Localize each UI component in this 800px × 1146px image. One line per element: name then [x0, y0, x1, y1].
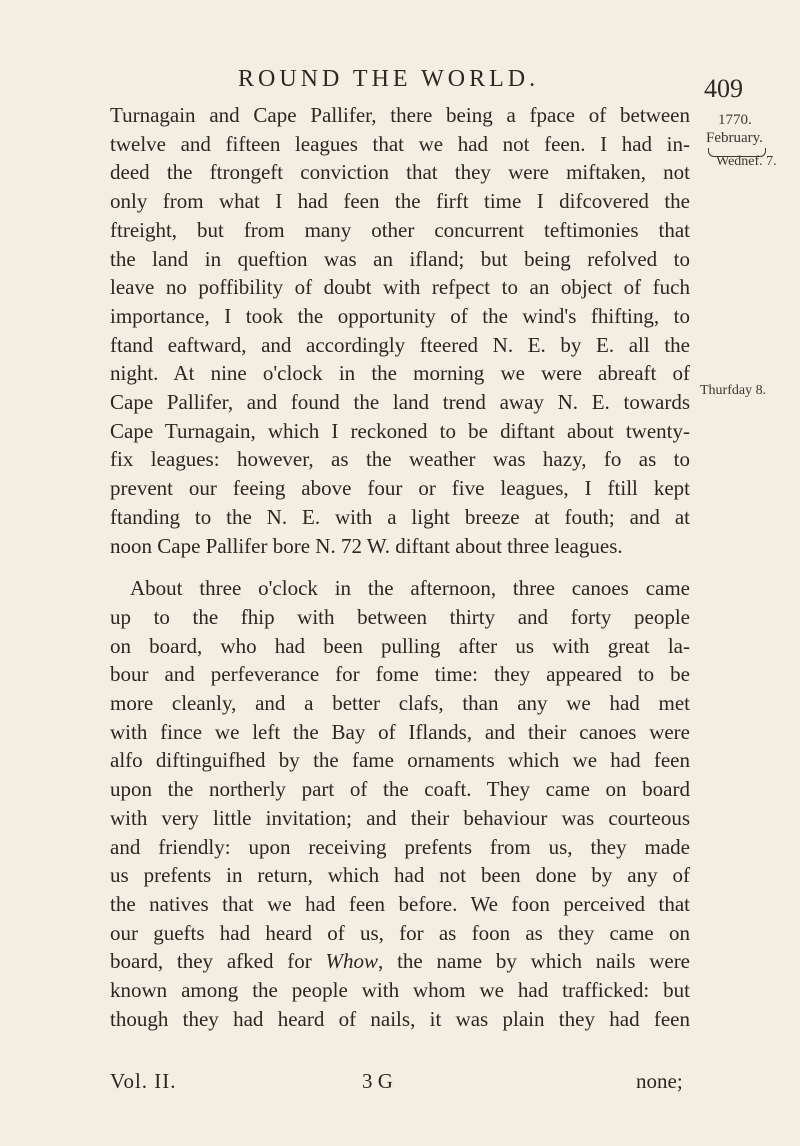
- text-line: us prefents in return, which had not been done by any of: [110, 863, 690, 888]
- margin-note-day-wednesday: Wednef. 7.: [716, 154, 777, 169]
- text-line: and friendly: upon receiving prefents from us, they made: [110, 834, 690, 859]
- text-line: bour and perfeverance for fome time: they appeared to be: [110, 662, 690, 687]
- text-line: the natives that we had feen before. We foon perceived that: [110, 891, 690, 916]
- text-line: on board, who had been pulling after us with great la-: [110, 633, 690, 658]
- text-line: night. At nine o'clock in the morning we were abreaft of: [110, 361, 690, 386]
- text-line: only from what I had feen the firft time I difcovered the: [110, 189, 690, 214]
- text-line: alfo diftinguifhed by the fame ornaments which we had feen: [110, 748, 690, 773]
- text-line: our guefts had heard of us, for as foon as they came on: [110, 920, 690, 945]
- text-line: importance, I took the opportunity of the wind's fhifting, to: [110, 303, 690, 328]
- text-line: with fince we left the Bay of Iflands, and their canoes were: [110, 719, 690, 744]
- text-line: ftanding to the N. E. with a light breeze at fouth; and at: [110, 504, 690, 529]
- text-line: known among the people with whom we had trafficked: but: [110, 978, 690, 1003]
- text-line-whow: board, they afked for Whow, the name by which nails were: [110, 949, 691, 974]
- text-line: deed the ftrongeft conviction that they were miftaken, not: [110, 160, 690, 185]
- text-line: Cape Turnagain, which I reckoned to be diftant about twenty-: [110, 418, 690, 443]
- body-text: [110, 101, 690, 1034]
- page-number: 409: [704, 74, 743, 103]
- text-line: noon Cape Pallifer bore N. 72 W. diftant about three leagues.: [110, 533, 623, 558]
- footer-signature-mark: 3 G: [362, 1069, 393, 1093]
- paragraph-1: [110, 101, 690, 560]
- margin-note-month: February.: [706, 130, 763, 146]
- text-line: ftreight, but from many other concurrent teftimonies that: [110, 217, 690, 242]
- text-line: upon the northerly part of the coaft. They came on board: [110, 777, 690, 802]
- footer-catchword: none;: [636, 1069, 683, 1093]
- paragraph-2: [110, 574, 690, 1033]
- text-line: the land in queftion was an ifland; but being refolved to: [110, 246, 690, 271]
- text-line: fix leagues: however, as the weather was hazy, fo as to: [110, 447, 690, 472]
- text-line: Cape Pallifer, and found the land trend away N. E. towards: [110, 390, 690, 415]
- italic-word: Whow: [325, 949, 379, 974]
- footer-volume: Vol. II.: [110, 1069, 177, 1093]
- running-head: ROUND THE WORLD.: [238, 66, 540, 92]
- text-line: up to the fhip with between thirty and forty people: [110, 604, 690, 629]
- margin-note-day-thursday: Thurfday 8.: [700, 383, 767, 398]
- text-line: ftand eaftward, and accordingly fteered N. E. by E. all the: [110, 332, 690, 357]
- text-line: twelve and fifteen leagues that we had not feen. I had in-: [110, 131, 690, 156]
- margin-note-year: 1770.: [718, 112, 752, 128]
- text-line: more cleanly, and a better clafs, than any we had met: [110, 691, 690, 716]
- text-line: Turnagain and Cape Pallifer, there being a fpace of between: [110, 103, 690, 127]
- text-line: prevent our feeing above four or five leagues, I ftill kept: [110, 476, 690, 501]
- text-line: with very little invitation; and their behaviour was courteous: [110, 805, 690, 830]
- text-line: About three o'clock in the afternoon, three canoes came: [130, 576, 690, 601]
- text-line: though they had heard of nails, it was plain they had feen: [110, 1006, 690, 1031]
- text-line: leave no poffibility of doubt with refpect to an object of fuch: [110, 275, 690, 300]
